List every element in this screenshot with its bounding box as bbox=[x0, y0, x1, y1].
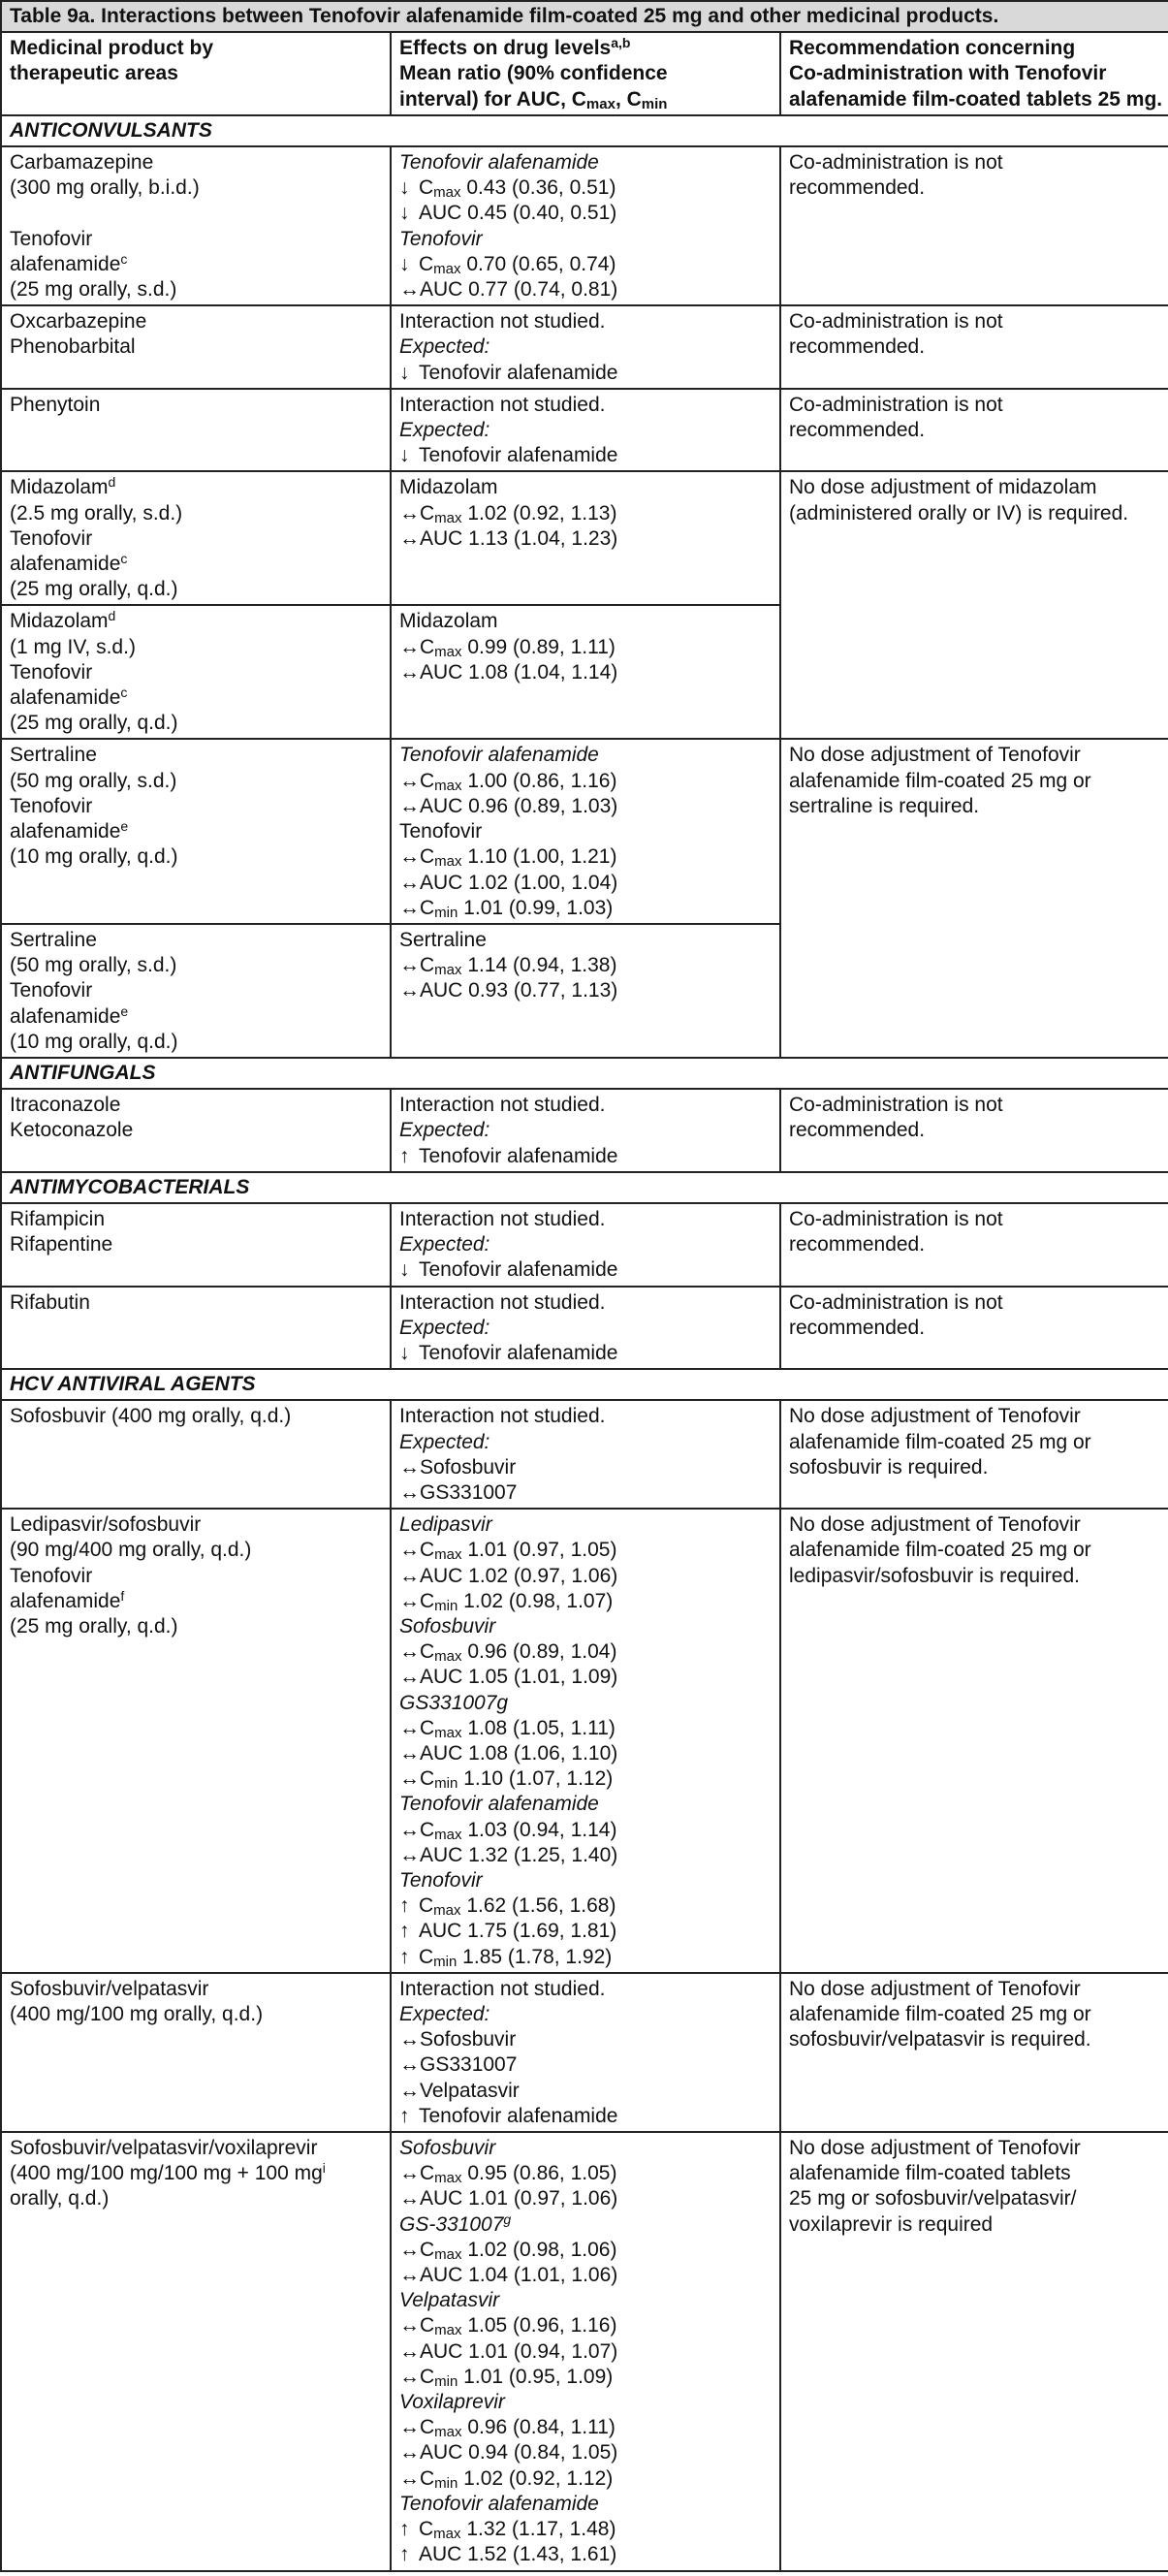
medicinal-product-cell bbox=[1, 1400, 391, 1509]
recommendation-cell bbox=[780, 1509, 1168, 1973]
level-arrow-icon: ↔ bbox=[399, 1480, 420, 1504]
effect-line: ↓ Tenofovir alafenamide bbox=[399, 361, 772, 386]
effect-line: Expected: bbox=[399, 335, 490, 359]
header-product: Medicinal product by therapeutic areas bbox=[1, 32, 391, 115]
recommendation-line: No dose adjustment of Tenofovir bbox=[789, 1977, 1081, 2000]
level-arrow-icon: ↑ bbox=[399, 2104, 410, 2127]
effect-line: $\leftrightarrow C_{max}$ 0.96 (0.89, 1.04) bbox=[399, 1640, 617, 1666]
effect-line: $\leftrightarrow C_{min}$ 1.02 (0.98, 1.07) bbox=[399, 1589, 614, 1614]
level-arrow-icon: ↔ bbox=[399, 1640, 420, 1664]
product-line: Rifapentine bbox=[10, 1233, 113, 1256]
level-arrow-icon: ↔ bbox=[399, 2365, 420, 2388]
section-title: ANTICONVULSANTS bbox=[1, 115, 1168, 146]
table-row bbox=[1, 471, 1168, 605]
product-line: Sofosbuvir (400 mg orally, q.d.) bbox=[10, 1405, 292, 1428]
level-arrow-icon: ↔ bbox=[399, 2466, 420, 2490]
level-arrow-icon: ↔ bbox=[399, 2053, 420, 2077]
effect-line: Expected: bbox=[399, 419, 490, 442]
recommendation-line: Co-administration is not bbox=[789, 310, 1003, 334]
medicinal-product-cell bbox=[1, 2132, 391, 2570]
level-arrow-icon: ↔ bbox=[399, 1818, 420, 1841]
recommendation-line: recommended. bbox=[789, 1233, 926, 1256]
product-line: Itraconazole bbox=[10, 1094, 121, 1117]
effect-line: Interaction not studied. bbox=[399, 1094, 606, 1117]
effect-line: Tenofovir bbox=[399, 1869, 483, 1892]
recommendation-cell bbox=[780, 471, 1168, 739]
level-arrow-icon: ↑ bbox=[399, 2543, 410, 2566]
effect-line: ↔AUC 0.77 (0.74, 0.81) bbox=[399, 277, 772, 302]
table-row bbox=[1, 146, 1168, 305]
effect-line: Interaction not studied. bbox=[399, 1290, 606, 1314]
product-line: Sertraline bbox=[10, 744, 97, 767]
medicinal-product-cell bbox=[1, 146, 391, 305]
level-arrow-icon: ↔ bbox=[399, 1539, 420, 1562]
product-line: alafenamide$^f$ bbox=[10, 1587, 125, 1612]
effect-line: ↔Sofosbuvir bbox=[399, 2027, 772, 2052]
medicinal-product-cell bbox=[1, 739, 391, 923]
section-row bbox=[1, 1172, 1168, 1203]
level-arrow-icon: ↑ bbox=[399, 1144, 410, 1167]
product-line: Tenofovir bbox=[10, 979, 93, 1002]
level-arrow-icon: ↔ bbox=[399, 660, 420, 684]
level-arrow-icon: ↔ bbox=[399, 2187, 420, 2210]
effect-line: ↔AUC 1.02 (1.00, 1.04) bbox=[399, 871, 772, 896]
medicinal-product-cell bbox=[1, 471, 391, 605]
recommendation-line: recommended. bbox=[789, 1119, 926, 1142]
recommendation-line: recommended. bbox=[789, 1316, 926, 1339]
drug-level-effects-cell bbox=[391, 305, 780, 389]
product-line: Midazolam$^d$ bbox=[10, 608, 116, 633]
recommendation-line: No dose adjustment of Tenofovir bbox=[789, 2137, 1081, 2160]
level-arrow-icon: ↓ bbox=[399, 1341, 410, 1364]
recommendation-line: 25 mg or sofosbuvir/velpatasvir/ bbox=[789, 2187, 1077, 2210]
level-arrow-icon: ↔ bbox=[399, 2162, 420, 2185]
level-arrow-icon: ↔ bbox=[399, 2264, 420, 2287]
effect-line: ↔AUC 0.96 (0.89, 1.03) bbox=[399, 794, 772, 819]
drug-level-effects-cell bbox=[391, 2132, 780, 2570]
medicinal-product-cell bbox=[1, 389, 391, 472]
level-arrow-icon: ↔ bbox=[399, 2416, 420, 2439]
level-arrow-icon: ↓ bbox=[399, 361, 410, 384]
level-arrow-icon: ↓ bbox=[399, 444, 410, 467]
level-arrow-icon: ↔ bbox=[399, 1589, 420, 1612]
drug-level-effects-cell bbox=[391, 1287, 780, 1370]
level-arrow-icon: ↔ bbox=[399, 1564, 420, 1587]
product-line: orally, q.d.) bbox=[10, 2187, 110, 2210]
effect-line: ↔AUC 1.05 (1.01, 1.09) bbox=[399, 1665, 772, 1690]
level-arrow-icon: ↔ bbox=[399, 1843, 420, 1866]
product-line: (10 mg orally, q.d.) bbox=[10, 1030, 178, 1053]
table-row bbox=[1, 389, 1168, 472]
effect-line: ↔AUC 1.04 (1.01, 1.06) bbox=[399, 2263, 772, 2288]
effect-line: $\leftrightarrow C_{max}$ 1.01 (0.97, 1.05) bbox=[399, 1539, 617, 1564]
recommendation-cell bbox=[780, 146, 1168, 305]
product-line: alafenamide$^e$ bbox=[10, 818, 129, 843]
effect-line: ↔AUC 1.32 (1.25, 1.40) bbox=[399, 1843, 772, 1868]
effect-line: Midazolam bbox=[399, 476, 498, 499]
product-line: (50 mg orally, s.d.) bbox=[10, 769, 177, 792]
effect-line: $\leftrightarrow C_{min}$ 1.01 (0.95, 1.09) bbox=[399, 2365, 614, 2390]
effect-line: Tenofovir alafenamide bbox=[399, 744, 599, 767]
product-line: alafenamide$^c$ bbox=[10, 551, 128, 576]
product-line: (25 mg orally, q.d.) bbox=[10, 712, 178, 735]
section-row bbox=[1, 115, 1168, 146]
effect-line: Expected: bbox=[399, 1430, 490, 1453]
recommendation-cell bbox=[780, 1973, 1168, 2132]
table-row bbox=[1, 739, 1168, 923]
effect-line: ↑ $C_{max}$ 1.32 (1.17, 1.48) bbox=[399, 2518, 616, 2543]
effect-line: $\leftrightarrow C_{min}$ 1.10 (1.07, 1.12) bbox=[399, 1767, 614, 1793]
recommendation-cell bbox=[780, 389, 1168, 472]
product-line: Ledipasvir/sofosbuvir bbox=[10, 1513, 202, 1537]
product-line: Rifampicin bbox=[10, 1207, 106, 1230]
product-line: alafenamide$^e$ bbox=[10, 1002, 129, 1028]
recommendation-cell bbox=[780, 739, 1168, 1057]
level-arrow-icon: ↔ bbox=[399, 526, 420, 550]
level-arrow-icon: ↔ bbox=[399, 2079, 420, 2102]
medicinal-product-cell bbox=[1, 1203, 391, 1287]
product-line: Sofosbuvir/velpatasvir bbox=[10, 1977, 209, 2000]
recommendation-line: Co-administration is not bbox=[789, 393, 1003, 416]
recommendation-line: alafenamide film-coated tablets bbox=[789, 2162, 1071, 2185]
effect-line: Tenofovir bbox=[399, 227, 483, 250]
product-line: (400 mg/100 mg orally, q.d.) bbox=[10, 2003, 264, 2026]
effect-line: Tenofovir bbox=[399, 820, 483, 843]
recommendation-cell bbox=[780, 1089, 1168, 1172]
medicinal-product-cell bbox=[1, 1089, 391, 1172]
effect-line: $\leftrightarrow C_{min}$ 1.02 (0.92, 1.12) bbox=[399, 2466, 614, 2492]
level-arrow-icon: ↔ bbox=[399, 501, 420, 525]
product-line: Oxcarbazepine bbox=[10, 310, 147, 334]
effect-line: ↔GS331007 bbox=[399, 2052, 772, 2078]
level-arrow-icon: ↔ bbox=[399, 954, 420, 977]
table-row bbox=[1, 1973, 1168, 2132]
effect-line: $\leftrightarrow C_{max}$ 1.08 (1.05, 1.11) bbox=[399, 1716, 616, 1741]
effect-line: Tenofovir alafenamide bbox=[399, 2492, 599, 2515]
table-row bbox=[1, 1203, 1168, 1287]
effect-line: $\leftrightarrow C_{max}$ 0.96 (0.84, 1.11) bbox=[399, 2416, 616, 2441]
recommendation-line: (administered orally or IV) is required. bbox=[789, 501, 1129, 525]
table-title-row bbox=[1, 1, 1168, 32]
effect-line: ↑ Tenofovir alafenamide bbox=[399, 1144, 772, 1169]
recommendation-line: Co-administration is not bbox=[789, 1290, 1003, 1314]
recommendation-line: sofosbuvir is required. bbox=[789, 1455, 989, 1479]
level-arrow-icon: ↔ bbox=[399, 1716, 420, 1739]
medicinal-product-cell bbox=[1, 1287, 391, 1370]
product-line: Rifabutin bbox=[10, 1290, 90, 1314]
effect-line: ↓ Tenofovir alafenamide bbox=[399, 1341, 772, 1366]
level-arrow-icon: ↔ bbox=[399, 769, 420, 792]
table-row bbox=[1, 1287, 1168, 1370]
drug-level-effects-cell bbox=[391, 1203, 780, 1287]
table-row bbox=[1, 305, 1168, 389]
level-arrow-icon: ↔ bbox=[399, 871, 420, 894]
recommendation-cell bbox=[780, 305, 1168, 389]
drug-level-effects-cell bbox=[391, 1509, 780, 1973]
drug-level-effects-cell bbox=[391, 924, 780, 1058]
effect-line: ↑ Tenofovir alafenamide bbox=[399, 2104, 772, 2129]
level-arrow-icon: ↔ bbox=[399, 1767, 420, 1791]
recommendation-line: alafenamide film-coated 25 mg or bbox=[789, 1539, 1091, 1562]
effect-line: $\leftrightarrow C_{max}$ 1.10 (1.00, 1.21) bbox=[399, 845, 617, 871]
table-row bbox=[1, 1400, 1168, 1509]
product-line: (25 mg orally, q.d.) bbox=[10, 578, 178, 601]
product-line: alafenamide$^c$ bbox=[10, 250, 128, 275]
effect-line: Expected: bbox=[399, 2003, 490, 2026]
recommendation-line: Co-administration is not bbox=[789, 151, 1003, 175]
effect-line: Interaction not studied. bbox=[399, 393, 606, 416]
effect-line: Sofosbuvir bbox=[399, 2137, 496, 2160]
effect-line: ↔AUC 1.13 (1.04, 1.23) bbox=[399, 526, 772, 552]
recommendation-line: recommended. bbox=[789, 176, 926, 200]
product-line: (25 mg orally, q.d.) bbox=[10, 1614, 178, 1638]
product-line: Ketoconazole bbox=[10, 1119, 134, 1142]
drug-level-effects-cell bbox=[391, 1400, 780, 1509]
effect-line: Velpatasvir bbox=[399, 2289, 500, 2312]
drug-level-effects-cell bbox=[391, 1973, 780, 2132]
level-arrow-icon: ↔ bbox=[399, 979, 420, 1002]
effect-line: GS-331007$^g$ bbox=[399, 2210, 512, 2236]
level-arrow-icon: ↔ bbox=[399, 635, 420, 658]
product-line: (1 mg IV, s.d.) bbox=[10, 635, 136, 658]
effect-line: $\leftrightarrow C_{max}$ 1.02 (0.92, 1.13) bbox=[399, 501, 617, 526]
product-line: Tenofovir bbox=[10, 794, 93, 817]
effect-line: ↑ $C_{min}$ 1.85 (1.78, 1.92) bbox=[399, 1945, 613, 1970]
effect-line: $\leftrightarrow C_{max}$ 1.03 (0.94, 1.14) bbox=[399, 1818, 617, 1843]
level-arrow-icon: ↔ bbox=[399, 2339, 420, 2363]
effect-line: ↓ $C_{max}$ 0.70 (0.65, 0.74) bbox=[399, 252, 616, 277]
level-arrow-icon: ↔ bbox=[399, 845, 420, 869]
effect-line: ↔AUC 0.94 (0.84, 1.05) bbox=[399, 2440, 772, 2465]
level-arrow-icon: ↑ bbox=[399, 1894, 410, 1918]
medicinal-product-cell bbox=[1, 1973, 391, 2132]
recommendation-line: recommended. bbox=[789, 419, 926, 442]
level-arrow-icon: ↔ bbox=[399, 2441, 420, 2465]
medicinal-product-cell bbox=[1, 305, 391, 389]
table-row bbox=[1, 1509, 1168, 1973]
level-arrow-icon: ↔ bbox=[399, 2238, 420, 2261]
product-line: Tenofovir bbox=[10, 227, 93, 250]
effect-line: ↔AUC 1.08 (1.04, 1.14) bbox=[399, 660, 772, 685]
recommendation-line: Co-administration is not bbox=[789, 1207, 1003, 1230]
recommendation-line: No dose adjustment of Tenofovir bbox=[789, 1513, 1081, 1537]
effect-line: $\leftrightarrow C_{max}$ 1.02 (0.98, 1.06) bbox=[399, 2238, 617, 2263]
recommendation-line: No dose adjustment of Tenofovir bbox=[789, 744, 1081, 767]
level-arrow-icon: ↔ bbox=[399, 278, 420, 302]
recommendation-line: Co-administration is not bbox=[789, 1094, 1003, 1117]
product-line: alafenamide$^c$ bbox=[10, 684, 128, 710]
effect-line: ↔AUC 1.01 (0.94, 1.07) bbox=[399, 2339, 772, 2365]
product-line: Tenofovir bbox=[10, 526, 93, 550]
effect-line: ↔AUC 1.01 (0.97, 1.06) bbox=[399, 2186, 772, 2211]
section-title: ANTIMYCOBACTERIALS bbox=[1, 1172, 1168, 1203]
effect-line: ↔AUC 1.08 (1.06, 1.10) bbox=[399, 1741, 772, 1766]
effect-line: $\leftrightarrow C_{min}$ 1.01 (0.99, 1.03) bbox=[399, 896, 614, 921]
effect-line: Expected: bbox=[399, 1233, 490, 1256]
drug-level-effects-cell bbox=[391, 471, 780, 605]
level-arrow-icon: ↔ bbox=[399, 896, 420, 919]
effect-line: $\leftrightarrow C_{max}$ 1.05 (0.96, 1.16) bbox=[399, 2314, 617, 2339]
effect-line: $\leftrightarrow C_{max}$ 1.14 (0.94, 1.38) bbox=[399, 954, 617, 979]
product-line: (50 mg orally, s.d.) bbox=[10, 954, 177, 977]
effect-line: Midazolam bbox=[399, 610, 498, 633]
product-line: (25 mg orally, s.d.) bbox=[10, 278, 177, 302]
recommendation-line: sertraline is required. bbox=[789, 794, 980, 817]
recommendation-line: recommended. bbox=[789, 335, 926, 359]
product-line bbox=[10, 201, 382, 226]
effect-line: $\leftrightarrow C_{max}$ 0.99 (0.89, 1.11) bbox=[399, 635, 616, 660]
section-row bbox=[1, 1369, 1168, 1400]
effect-line: Interaction not studied. bbox=[399, 310, 606, 334]
product-line: (300 mg orally, b.i.d.) bbox=[10, 176, 200, 200]
level-arrow-icon: ↔ bbox=[399, 1742, 420, 1765]
effect-line: ↓ Tenofovir alafenamide bbox=[399, 1257, 772, 1283]
recommendation-cell bbox=[780, 1287, 1168, 1370]
level-arrow-icon: ↔ bbox=[399, 1455, 420, 1479]
recommendation-cell bbox=[780, 2132, 1168, 2570]
level-arrow-icon: ↑ bbox=[399, 1945, 410, 1968]
effect-line: Interaction not studied. bbox=[399, 1207, 606, 1230]
product-line: Tenofovir bbox=[10, 1564, 93, 1587]
effect-line: ↑ AUC 1.75 (1.69, 1.81) bbox=[399, 1919, 772, 1944]
table-title: Table 9a. Interactions between Tenofovir alafenamide film-coated 25 mg and other medicinal products. bbox=[1, 1, 1168, 32]
level-arrow-icon: ↑ bbox=[399, 2518, 410, 2541]
effect-line: ↔Sofosbuvir bbox=[399, 1455, 772, 1480]
product-line: Tenofovir bbox=[10, 660, 93, 684]
effect-line: ↔AUC 1.02 (0.97, 1.06) bbox=[399, 1564, 772, 1589]
product-line: (10 mg orally, q.d.) bbox=[10, 845, 178, 869]
drug-level-effects-cell bbox=[391, 146, 780, 305]
effect-line: Sofosbuvir bbox=[399, 1614, 496, 1638]
effect-line: ↑ AUC 1.52 (1.43, 1.61) bbox=[399, 2542, 772, 2567]
effect-line: ↔Velpatasvir bbox=[399, 2079, 772, 2104]
effect-line: Tenofovir alafenamide bbox=[399, 1793, 599, 1816]
product-line: (2.5 mg orally, s.d.) bbox=[10, 501, 183, 525]
level-arrow-icon: ↔ bbox=[399, 2028, 420, 2051]
level-arrow-icon: ↓ bbox=[399, 252, 410, 275]
effect-line: Ledipasvir bbox=[399, 1513, 492, 1537]
section-title: HCV ANTIVIRAL AGENTS bbox=[1, 1369, 1168, 1400]
effect-line: $\leftrightarrow C_{max}$ 1.00 (0.86, 1.16) bbox=[399, 769, 617, 794]
recommendation-line: No dose adjustment of Tenofovir bbox=[789, 1405, 1081, 1428]
drug-level-effects-cell bbox=[391, 1089, 780, 1172]
effect-line: ↑ $C_{max}$ 1.62 (1.56, 1.68) bbox=[399, 1894, 616, 1920]
level-arrow-icon: ↓ bbox=[399, 176, 410, 200]
drug-level-effects-cell bbox=[391, 389, 780, 472]
product-line: Carbamazepine bbox=[10, 151, 154, 175]
effect-line: ↔AUC 0.93 (0.77, 1.13) bbox=[399, 978, 772, 1003]
effect-line: ↓ Tenofovir alafenamide bbox=[399, 443, 772, 468]
product-line: Phenytoin bbox=[10, 393, 101, 416]
header-effects: Effects on drug levels$^{a,b}$ Mean ratio (90% confidence interval) for AUC, $C_{max}$, $C_{min}$ bbox=[391, 32, 780, 115]
section-row bbox=[1, 1058, 1168, 1089]
recommendation-line: alafenamide film-coated 25 mg or bbox=[789, 769, 1091, 792]
recommendation-line: No dose adjustment of midazolam bbox=[789, 476, 1097, 499]
recommendation-cell bbox=[780, 1400, 1168, 1509]
product-line: Sofosbuvir/velpatasvir/voxilaprevir bbox=[10, 2137, 318, 2160]
level-arrow-icon: ↓ bbox=[399, 1258, 410, 1282]
effect-line: Interaction not studied. bbox=[399, 1405, 606, 1428]
effect-line: Sertraline bbox=[399, 928, 487, 951]
medicinal-product-cell bbox=[1, 1509, 391, 1973]
recommendation-line: alafenamide film-coated 25 mg or bbox=[789, 2003, 1091, 2026]
medicinal-product-cell bbox=[1, 924, 391, 1058]
table-row bbox=[1, 1089, 1168, 1172]
level-arrow-icon: ↓ bbox=[399, 202, 410, 225]
effect-line: Voxilaprevir bbox=[399, 2391, 505, 2414]
product-line: Midazolam$^d$ bbox=[10, 474, 116, 499]
recommendation-line: ledipasvir/sofosbuvir is required. bbox=[789, 1564, 1080, 1587]
product-line: (400 mg/100 mg/100 mg + 100 $mg^i$ bbox=[10, 2160, 326, 2185]
effect-line: ↓ AUC 0.45 (0.40, 0.51) bbox=[399, 201, 772, 226]
effect-line: Interaction not studied. bbox=[399, 1977, 606, 2000]
effect-line: ↔GS331007 bbox=[399, 1480, 772, 1506]
effect-line: Tenofovir alafenamide bbox=[399, 151, 599, 175]
level-arrow-icon: ↔ bbox=[399, 1666, 420, 1689]
level-arrow-icon: ↔ bbox=[399, 2314, 420, 2337]
effect-line: GS331007g bbox=[399, 1691, 509, 1714]
recommendation-line: sofosbuvir/velpatasvir is required. bbox=[789, 2028, 1091, 2051]
drug-level-effects-cell bbox=[391, 739, 780, 923]
product-line: (90 mg/400 mg orally, q.d.) bbox=[10, 1539, 252, 1562]
recommendation-cell bbox=[780, 1203, 1168, 1287]
recommendation-line: voxilaprevir is required bbox=[789, 2212, 994, 2236]
table-row bbox=[1, 2132, 1168, 2570]
header-recommendation: Recommendation concerning Co-administration with Tenofovir alafenamide film-coated tablets 25 mg. bbox=[780, 32, 1168, 115]
drug-level-effects-cell bbox=[391, 605, 780, 739]
product-line: Sertraline bbox=[10, 928, 97, 951]
table-header-row bbox=[1, 32, 1168, 115]
recommendation-line: alafenamide film-coated 25 mg or bbox=[789, 1430, 1091, 1453]
level-arrow-icon: ↔ bbox=[399, 794, 420, 817]
level-arrow-icon: ↑ bbox=[399, 1920, 410, 1943]
effect-line: Expected: bbox=[399, 1316, 490, 1339]
medicinal-product-cell bbox=[1, 605, 391, 739]
effect-line: Expected: bbox=[399, 1119, 490, 1142]
product-line: Phenobarbital bbox=[10, 335, 136, 359]
effect-line: $\leftrightarrow C_{max}$ 0.95 (0.86, 1.05) bbox=[399, 2162, 617, 2187]
section-title: ANTIFUNGALS bbox=[1, 1058, 1168, 1089]
effect-line: ↓ $C_{max}$ 0.43 (0.36, 0.51) bbox=[399, 176, 616, 202]
